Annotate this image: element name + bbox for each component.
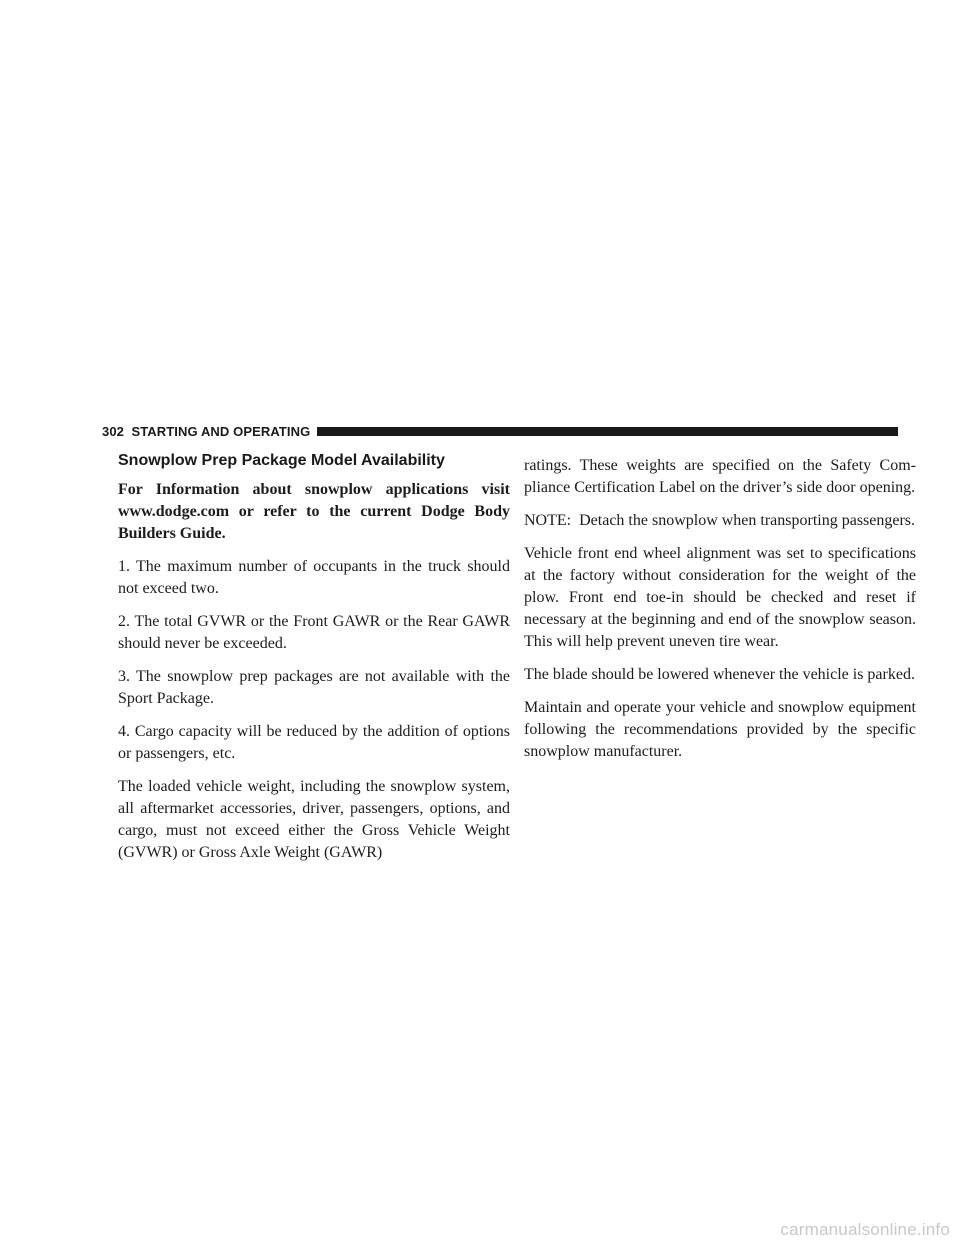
page-number: 302 xyxy=(102,423,124,439)
alignment-paragraph: Vehicle front end wheel alignment was set to specifications at the factory without consideration for the weight of the plow. Front end toe-in should be checked and reset if necessary at the beginning and end of the snowplow season. This will help prevent uneven tire wear. xyxy=(524,545,916,650)
list-item-1: 1. The maximum number of occupants in the truck should not exceed two. xyxy=(118,558,510,597)
left-column xyxy=(118,451,510,875)
continuation-paragraph: ratings. These weights are specified on the Safety Compliance Certification Label on the driver’s side door opening. xyxy=(524,457,916,496)
list-item-2: 2. The total GVWR or the Front GAWR or the Rear GAWR should never be exceeded. xyxy=(118,613,510,652)
list-item-4: 4. Cargo capacity will be reduced by the addition of options or passengers, etc. xyxy=(118,723,510,762)
section-heading: Snowplow Prep Package Model Availability xyxy=(118,452,445,469)
note-paragraph xyxy=(524,510,916,532)
weight-paragraph: The loaded vehicle weight, including the snowplow system, all aftermarket accessories, driver, passengers, options, and cargo, must not exceed either the Gross Vehicle Weight (GVWR) or Gross Axle Weight (GAWR) xyxy=(118,778,510,861)
list-item-3: 3. The snowplow prep packages are not available with the Sport Package. xyxy=(118,668,510,707)
blade-paragraph: The blade should be lowered whenever the vehicle is parked. xyxy=(524,666,915,683)
header-rule xyxy=(317,427,898,436)
note-text: Detach the snowplow when transporting passengers. xyxy=(579,512,916,529)
right-column xyxy=(524,455,916,774)
watermark: carmanualsonline.info xyxy=(780,1220,950,1239)
maintenance-paragraph: Maintain and operate your vehicle and snowplow equipment following the recommendations provided by the specific snowplow manufacturer. xyxy=(524,699,916,760)
page-header xyxy=(102,421,898,441)
section-title: STARTING AND OPERATING xyxy=(131,423,311,439)
intro-paragraph: For Information about snowplow applications visit www.dodge.com or refer to the current Dodge Body Builders Guide. xyxy=(118,481,510,542)
note-label: NOTE: xyxy=(524,512,572,529)
page-number-and-section xyxy=(102,424,310,439)
